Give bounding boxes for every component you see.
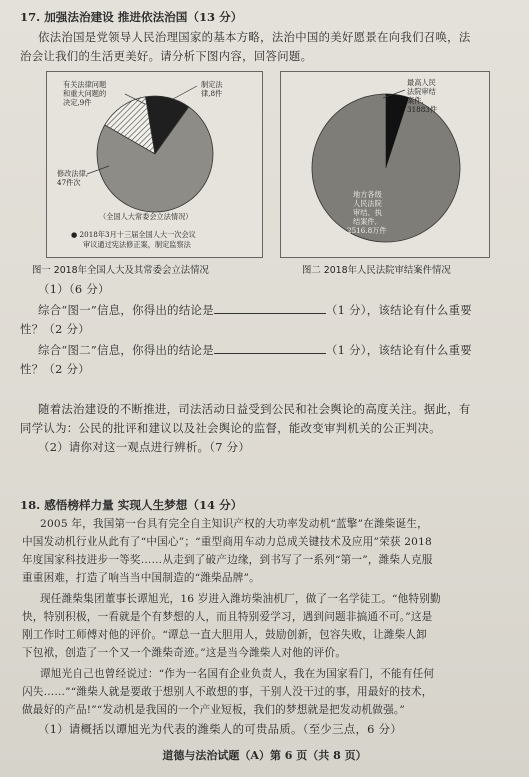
fig2-label-local-l1: 地方各级 <box>353 190 382 199</box>
figure2-frame <box>280 71 490 258</box>
q18-line9: 谭旭光自己也曾经说过：“作为一名国有企业负责人，我在为国家看门，不能有任何 <box>40 668 435 680</box>
fig2-label-local-l4: 结案件, <box>353 217 377 226</box>
fig2-question-suffix: （1 分），该结论有什么重要 <box>325 343 472 357</box>
fig1-label-enact-l2: 律,8件 <box>201 89 223 98</box>
q18-line7: 刚工作时工师傅对他的评价。“谭总一直大胆用人，鼓励创新，包容失败，让潍柴人卸 <box>22 629 427 641</box>
q17-part2: （2）请你对这一观点进行辨析。（7 分） <box>38 440 251 454</box>
q17-para2-line2: 同学认为：公民的批评和建议以及社会舆论的监督，能改变审判机关的公正判决。 <box>20 421 441 435</box>
q17-intro-line1: 依法治国是党领导人民治理国家的基本方略，法治中国的美好愿景在向我们召唤，法 <box>38 30 471 44</box>
fig1-label-amend-l2: 47件次 <box>57 178 81 187</box>
q18-line10: 闪失……”“潍柴人就是要敢于想别人不敢想的事，干别人没干过的事，用最好的技术， <box>22 686 433 698</box>
fig1-label-decisions-l1: 有关法律问题 <box>63 80 107 89</box>
page-footer: 道德与法治试题（A）第 6 页（共 8 页） <box>162 749 367 762</box>
q17-intro-line2: 治会让我们的生活更美好。请分析下图内容，回答问题。 <box>20 49 313 63</box>
fig1-question-prefix: 综合“图一”信息，你得出的结论是 <box>38 303 214 317</box>
q17-part1-fig2-line <box>38 341 472 360</box>
pie2-slice-local <box>312 94 460 242</box>
fig1-label-enact-l1: 制定法 <box>201 80 223 89</box>
q18-line4: 重重困难，打造了响当当中国制造的“潍柴品牌”。 <box>22 572 260 584</box>
q17-para2-line1: 随着法治建设的不断推进，司法活动日益受到公民和社会舆论的高度关注。据此，有 <box>38 402 471 416</box>
q18-part1: （1）请概括以谭旭光为代表的潍柴人的可贵品质。（至少三点，6 分） <box>38 722 403 736</box>
fig1-question-suffix: （1 分），该结论有什么重要 <box>325 303 472 317</box>
q18-title: 18. 感悟榜样力量 实现人生梦想（14 分） <box>20 498 243 512</box>
fig2-question-prefix: 综合“图二”信息，你得出的结论是 <box>38 343 214 357</box>
fig2-label-local-l2: 人民法院 <box>353 199 382 208</box>
figure1-frame <box>46 71 263 258</box>
q17-part1-label: （1）（6 分） <box>38 282 110 296</box>
fig1-note-line1: ● 2018年3月十三届全国人大一次会议 <box>71 230 196 239</box>
fig1-label-decisions-l3: 决定,9件 <box>63 98 92 107</box>
figure2-caption: 图二 2018年人民法院审结案件情况 <box>302 265 451 276</box>
q18-line11: 做最好的产品!”“发动机是我国的一个产业短板，我们的梦想就是把发动机做强。” <box>22 704 405 716</box>
q17-title: 17. 加强法治建设 推进依法治国（13 分） <box>20 10 243 24</box>
q18-line5: 现任潍柴集团董事长谭旭光，16 岁进入潍坊柴油机厂，做了一名学徒工。“他特别勤 <box>40 593 441 605</box>
fig1-note-line2: 审议通过宪法修正案，制定监察法 <box>83 240 191 249</box>
fig1-answer-blank[interactable] <box>214 301 326 314</box>
q18-line2: 中国发动机行业从此有了“中国心”；“重型商用车动力总成关键技术及应用”荣获 2018 <box>22 536 432 548</box>
q17-part1-fig1-line <box>38 301 472 320</box>
fig1-label-decisions-l2: 和重大问题的 <box>63 89 107 98</box>
fig2-label-local-l3: 审结、执 <box>353 208 382 217</box>
fig1-label-amend-l1: 修改法律, <box>57 169 89 178</box>
fig2-question-tail: 性？（2 分） <box>20 362 90 376</box>
fig2-label-local-l5: 2516.8万件 <box>347 226 387 235</box>
fig2-label-supreme-l4: 31883件 <box>407 105 438 114</box>
fig2-label-supreme-l3: 案件, <box>407 96 424 105</box>
fig2-answer-blank[interactable] <box>214 341 326 354</box>
fig1-question-tail: 性？（2 分） <box>20 322 90 336</box>
fig2-label-supreme-l1: 最高人民 <box>407 78 436 87</box>
fig1-inner-caption: （全国人大常委会立法情况） <box>99 212 193 221</box>
q18-line6: 快，特别积极，一看就是个有梦想的人，而且特别爱学习，遇到问题非搞通不可。”这是 <box>22 611 433 623</box>
figure1-caption: 图一 2018年全国人大及其常委会立法情况 <box>32 265 209 276</box>
q18-line8: 下包袱，创造了一个又一个潍柴奇迹。”这是当今潍柴人对他的评价。 <box>22 647 347 659</box>
q18-line1: 2005 年，我国第一台具有完全自主知识产权的大功率发动机“蓝擎”在潍柴诞生， <box>40 518 428 530</box>
q18-line3: 年度国家科技进步一等奖……从走到了破产边缘，到书写了一系列“第一”，潍柴人克服 <box>22 554 433 566</box>
fig2-label-supreme-l2: 法院审结 <box>407 87 436 96</box>
